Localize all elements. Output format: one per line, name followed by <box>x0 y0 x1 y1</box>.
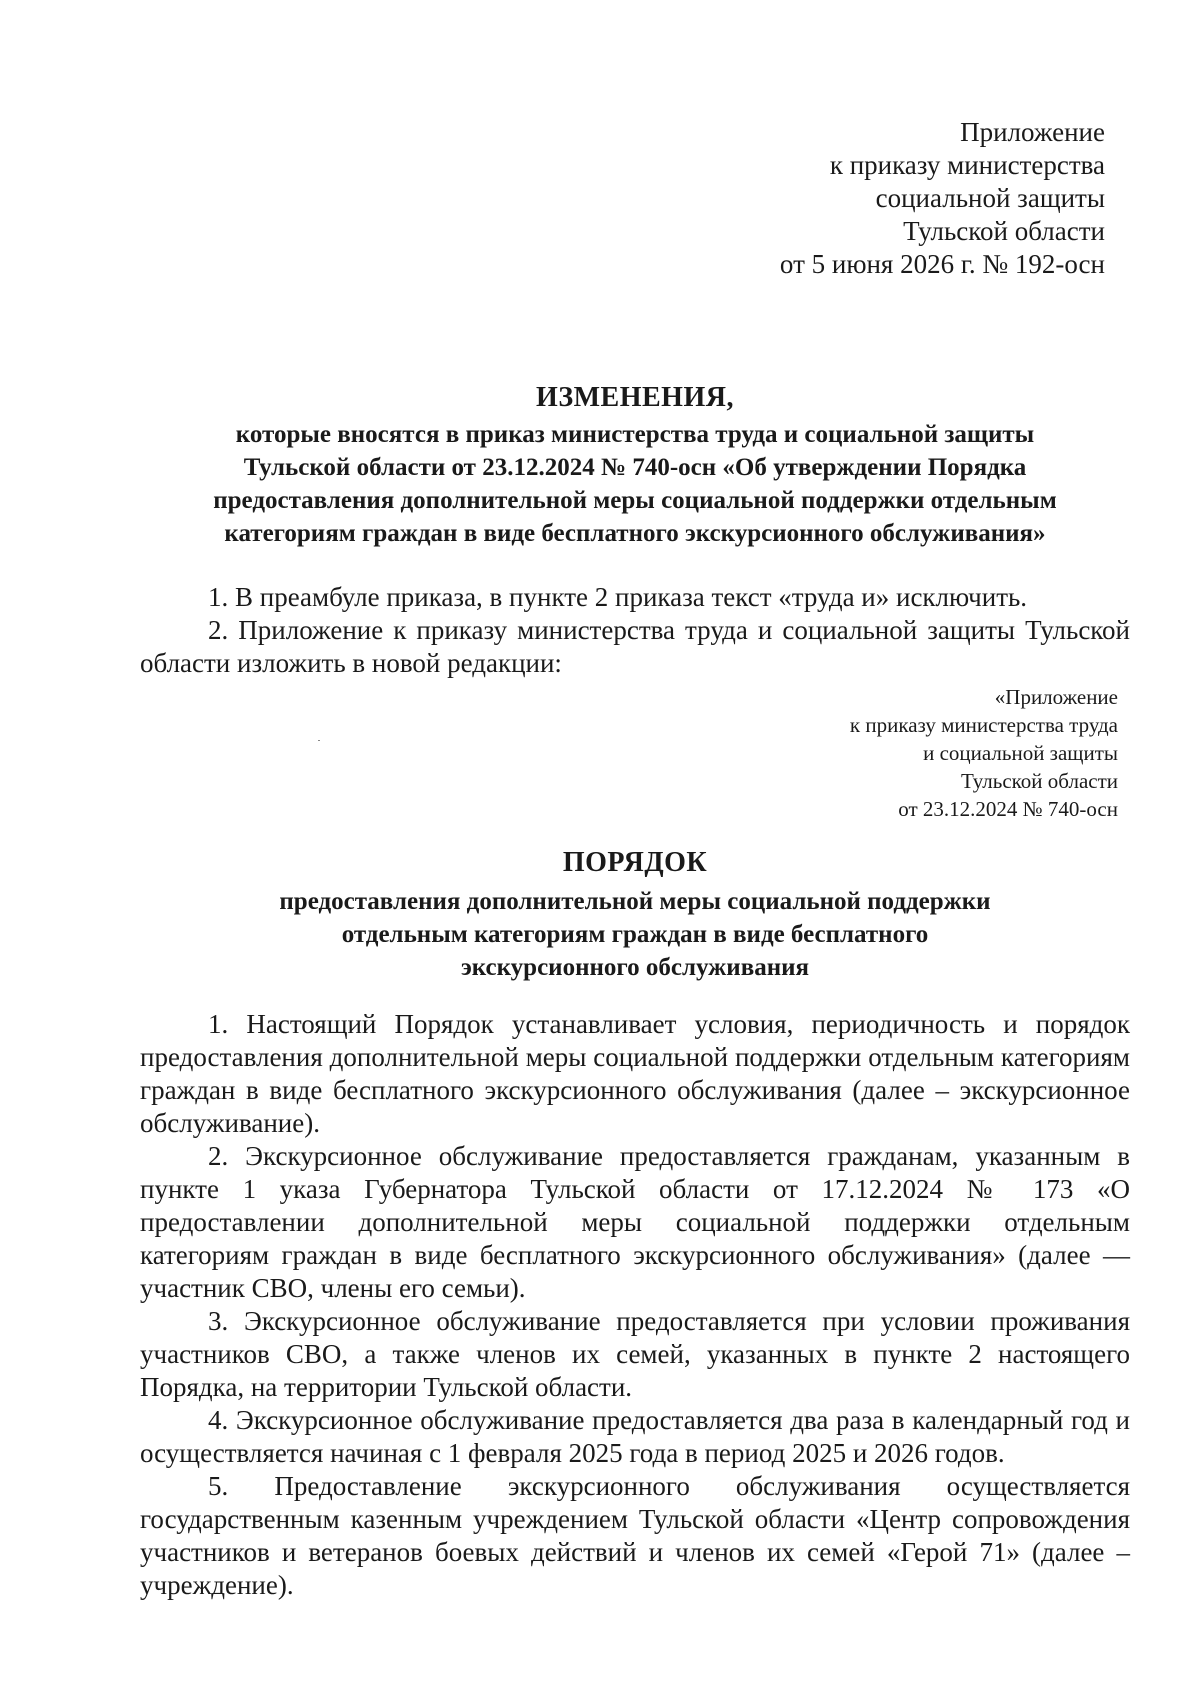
changes-title: ИЗМЕНЕНИЯ, <box>536 382 734 413</box>
changes-list <box>140 581 1130 680</box>
appendix-line: социальной защиты <box>875 183 1105 213</box>
order-item-3: 3. Экскурсионное обслуживание предоставляется при условии проживания участников СВО, а также членов их семей, указанных в пункте 2 настоящего Порядка, на территории Тульской области. <box>140 1306 1130 1402</box>
order-item-2: 2. Экскурсионное обслуживание предоставляется гражданам, указанным в пункте 1 указа Губернатора Тульской области от 17.12.2024 № 173 «О предоставлении дополнительной меры социальной поддержки отдельным категориям граждан в виде бесплатного экскурсионного обслуживания» (далее — участник СВО, члены его семьи). <box>140 1141 1130 1303</box>
changes-subtitle-line: которые вносятся в приказ министерства труда и социальной защиты <box>235 421 1035 448</box>
order-title: ПОРЯДОК <box>562 847 708 878</box>
order-subtitle <box>140 885 1130 984</box>
order-subtitle-line: отдельным категориям граждан в виде бесплатного <box>341 921 929 948</box>
inner-appendix-line: от 23.12.2024 № 740-осн <box>898 797 1118 821</box>
appendix-line: к приказу министерства <box>829 150 1105 180</box>
order-item-1: 1. Настоящий Порядок устанавливает условия, периодичность и порядок предоставления дополнительной меры социальной поддержки отдельным категориям граждан в виде бесплатного экскурсионного обслуживания (далее – экскурсионное обслуживание). <box>140 1009 1130 1138</box>
appendix-stamp <box>780 116 1105 281</box>
changes-subtitle-line: категориям граждан в виде бесплатного экскурсионного обслуживания» <box>224 520 1046 547</box>
inner-appendix-stamp <box>850 683 1118 823</box>
changes-subtitle-line: предоставления дополнительной меры социальной поддержки отдельным <box>213 487 1057 514</box>
scan-speck <box>318 740 320 741</box>
order-subtitle-line: экскурсионного обслуживания <box>460 954 810 981</box>
appendix-line: Приложение <box>960 117 1105 147</box>
order-list <box>140 1008 1130 1602</box>
inner-appendix-line: «Приложение <box>994 685 1118 709</box>
changes-item-2: 2. Приложение к приказу министерства труда и социальной защиты Тульской области изложить в новой редакции: <box>140 615 1130 678</box>
changes-subtitle <box>140 418 1130 550</box>
appendix-line: Тульской области <box>903 216 1105 246</box>
order-subtitle-line: предоставления дополнительной меры социальной поддержки <box>279 888 991 915</box>
inner-appendix-line: Тульской области <box>960 769 1118 793</box>
inner-appendix-line: и социальной защиты <box>923 741 1118 765</box>
changes-item-1: 1. В преамбуле приказа, в пункте 2 приказа текст «труда и» исключить. <box>208 582 1028 612</box>
changes-subtitle-line: Тульской области от 23.12.2024 № 740-осн «Об утверждении Порядка <box>243 454 1027 481</box>
order-item-5: 5. Предоставление экскурсионного обслуживания осуществляется государственным казенным учреждением Тульской области «Центр сопровождения участников и ветеранов боевых действий и членов их семей «Герой 71» (далее – учреждение). <box>140 1471 1130 1600</box>
inner-appendix-line: к приказу министерства труда <box>849 713 1118 737</box>
order-item-4: 4. Экскурсионное обслуживание предоставляется два раза в календарный год и осуществляется начиная с 1 февраля 2025 года в период 2025 и 2026 годов. <box>140 1405 1130 1468</box>
appendix-line: от 5 июня 2026 г. № 192-осн <box>779 249 1105 279</box>
